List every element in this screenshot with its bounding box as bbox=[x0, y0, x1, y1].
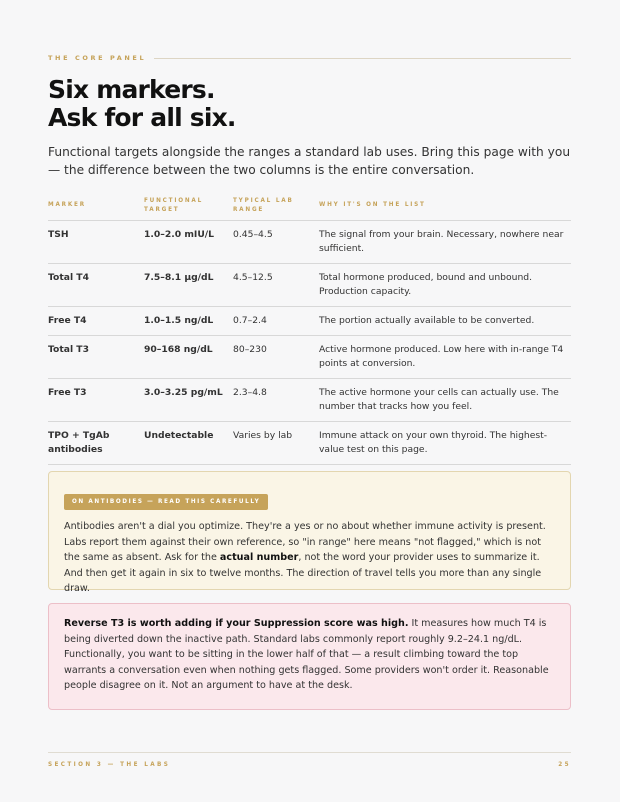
header-typical-range bbox=[233, 191, 319, 221]
marker-name-line-2: antibodies bbox=[48, 444, 103, 455]
header-functional-target bbox=[144, 191, 233, 221]
table-row bbox=[48, 221, 571, 264]
header-why: WHY IT'S ON THE LIST bbox=[319, 191, 571, 221]
antibodies-text bbox=[64, 519, 555, 597]
typical-range: 0.45–4.5 bbox=[233, 221, 319, 264]
functional-target: 1.0–2.0 mIU/L bbox=[144, 221, 233, 264]
title-line-2: Ask for all six. bbox=[48, 103, 236, 132]
header-typical-line-2: RANGE bbox=[233, 206, 265, 213]
marker-name: Total T3 bbox=[48, 336, 144, 379]
marker-name bbox=[48, 422, 144, 465]
functional-target: 1.0–1.5 ng/dL bbox=[144, 307, 233, 336]
table-header-row bbox=[48, 191, 571, 221]
header-functional-line-1: FUNCTIONAL bbox=[144, 197, 204, 204]
footer-section: SECTION 3 — THE LABS bbox=[48, 762, 171, 768]
reverse-t3-emphasis: Reverse T3 is worth adding if your Suppression score was high. bbox=[64, 618, 409, 629]
header-marker: MARKER bbox=[48, 191, 144, 221]
section-kicker: THE CORE PANEL bbox=[48, 54, 147, 62]
reverse-t3-text bbox=[64, 616, 555, 694]
page-footer bbox=[48, 762, 571, 768]
why-text: The signal from your brain. Necessary, nowhere near sufficient. bbox=[319, 221, 571, 264]
page-number: 25 bbox=[558, 762, 571, 768]
page-title bbox=[48, 76, 236, 132]
marker-name: Free T3 bbox=[48, 379, 144, 422]
kicker-row bbox=[48, 54, 571, 62]
callout-tag: ON ANTIBODIES — READ THIS CAREFULLY bbox=[64, 494, 268, 510]
antibodies-callout bbox=[48, 471, 571, 595]
why-text: Active hormone produced. Low here with in-range T4 points at conversion. bbox=[319, 336, 571, 379]
marker-name: Total T4 bbox=[48, 264, 144, 307]
table-row bbox=[48, 336, 571, 379]
reverse-t3-body: It measures how much T4 is being diverted down the inactive path. Standard labs commonly report roughly 9.2–24.1 ng/dL. Functionally, you want to be sitting in the lower half of that — a result climbing toward the top warrants a conversation even when nothing gets flagged. Some providers won't order it. Reasonable people disagree on it. Not an argument to have at the desk. bbox=[64, 618, 549, 692]
title-line-1: Six markers. bbox=[48, 75, 215, 104]
typical-range: Varies by lab bbox=[233, 422, 319, 465]
why-text: Total hormone produced, bound and unbound. Production capacity. bbox=[319, 264, 571, 307]
marker-table bbox=[48, 191, 571, 465]
table-row bbox=[48, 264, 571, 307]
intro-paragraph: Functional targets alongside the ranges a standard lab uses. Bring this page with you — the difference between the two columns is the entire conversation. bbox=[48, 145, 571, 177]
reverse-t3-callout bbox=[48, 603, 571, 710]
antibodies-text-part-2: , not the word your provider uses to summarize it. And then get it again in six to twelve months. The direction of travel tells you more than any single draw. bbox=[64, 552, 542, 595]
why-text: Immune attack on your own thyroid. The highest-value test on this page. bbox=[319, 422, 571, 465]
table-row bbox=[48, 307, 571, 336]
functional-target: 90–168 ng/dL bbox=[144, 336, 233, 379]
marker-name: Free T4 bbox=[48, 307, 144, 336]
marker-name: TSH bbox=[48, 221, 144, 264]
header-typical-line-1: TYPICAL LAB bbox=[233, 197, 294, 204]
table-row bbox=[48, 379, 571, 422]
antibodies-text-part-1: Antibodies aren't a dial you optimize. They're a yes or no about whether immune activity is present. Labs report them against their own reference, so "in range" here means "not flagged," which is not the same as absent. Ask for the bbox=[64, 521, 546, 564]
typical-range: 0.7–2.4 bbox=[233, 307, 319, 336]
footer-rule bbox=[48, 752, 571, 753]
antibodies-emphasis: actual number bbox=[219, 552, 299, 564]
why-text: The portion actually available to be converted. bbox=[319, 307, 571, 336]
functional-target: 3.0–3.25 pg/mL bbox=[144, 379, 233, 422]
table-row bbox=[48, 422, 571, 465]
header-functional-line-2: TARGET bbox=[144, 206, 180, 213]
typical-range: 4.5–12.5 bbox=[233, 264, 319, 307]
typical-range: 2.3–4.8 bbox=[233, 379, 319, 422]
functional-target: 7.5–8.1 µg/dL bbox=[144, 264, 233, 307]
marker-name-line-1: TPO + TgAb bbox=[48, 430, 110, 441]
typical-range: 80–230 bbox=[233, 336, 319, 379]
functional-target: Undetectable bbox=[144, 422, 233, 465]
kicker-rule bbox=[154, 58, 571, 59]
page bbox=[48, 0, 571, 802]
why-text: The active hormone your cells can actually use. The number that tracks how you feel. bbox=[319, 379, 571, 422]
